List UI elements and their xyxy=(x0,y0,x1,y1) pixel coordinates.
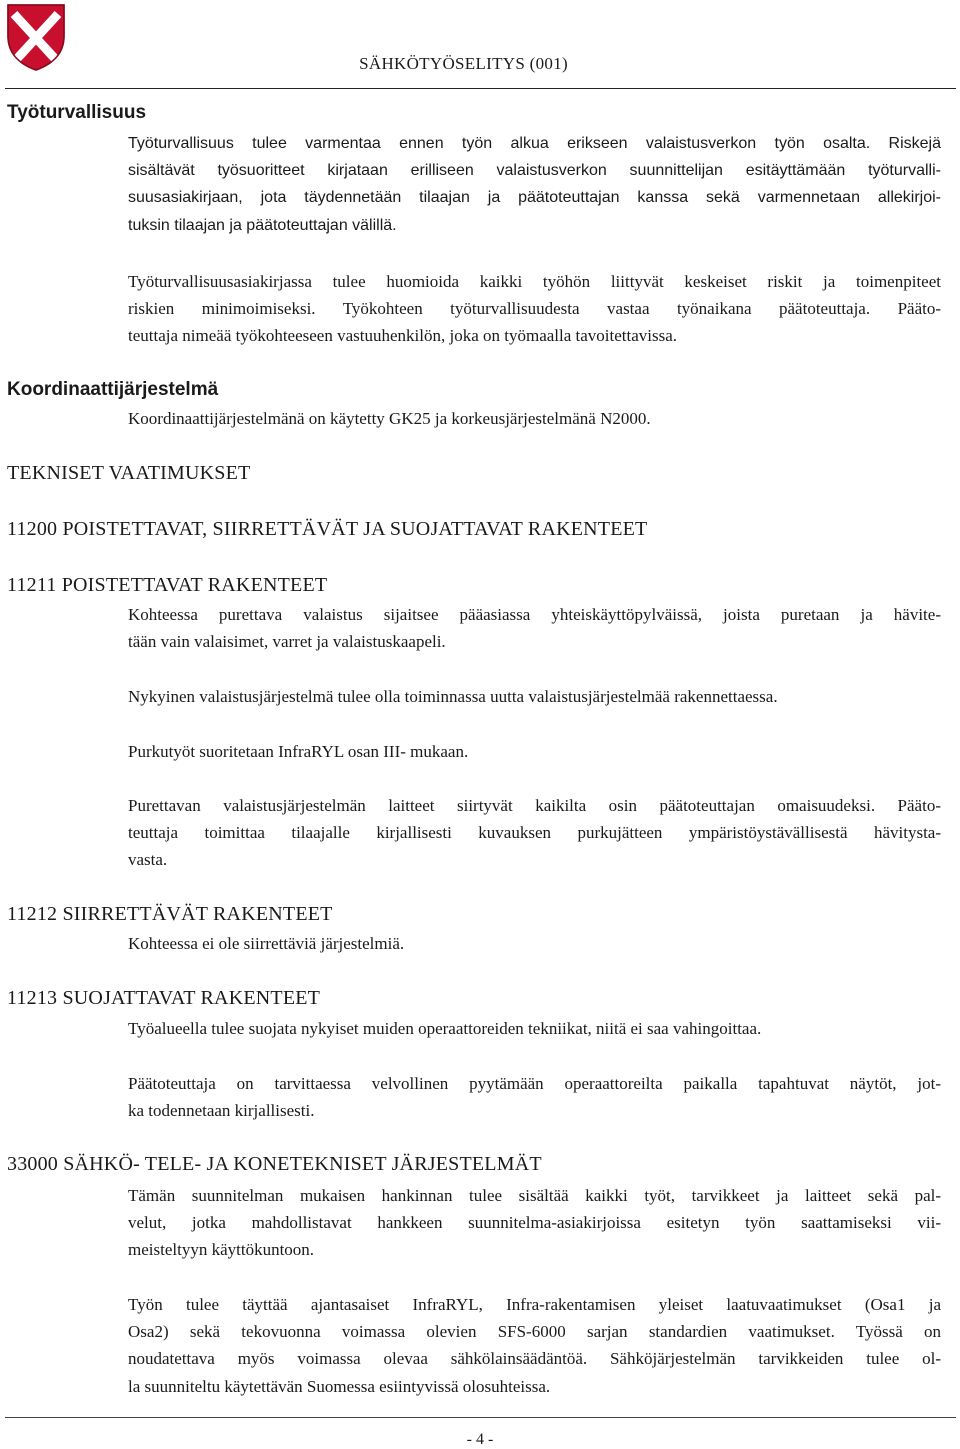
text-line: Nykyinen valaistusjärjestelmä tulee olla toiminnassa uutta valaistusjärjestelmää rakennettaessa. xyxy=(128,687,778,706)
page-number: - 4 - xyxy=(466,1431,494,1448)
text-line: Koordinaattijärjestelmänä on käytetty GK25 ja korkeusjärjestelmänä N2000. xyxy=(128,409,651,428)
coat-of-arms-logo xyxy=(5,2,67,72)
paragraph xyxy=(128,130,941,239)
paragraph xyxy=(128,405,941,432)
paragraph xyxy=(128,1291,941,1400)
section-heading-tyoturvallisuus: Työturvallisuus xyxy=(7,102,147,123)
text-line: teuttaja toimittaa tilaajalle kirjallisesti kuvauksen purkujätteen ympäristöystävällisestä hävitysta- xyxy=(128,823,941,843)
paragraph xyxy=(128,1070,941,1124)
text-line: tään vain valaisimet, varret ja valaistuskaapeli. xyxy=(128,632,446,652)
document-title: SÄHKÖTYÖSELITYS (001) xyxy=(359,54,568,73)
section-heading-koordinaattijarjestelma: Koordinaattijärjestelmä xyxy=(7,379,219,400)
paragraph xyxy=(128,683,941,710)
footer-divider xyxy=(5,1417,956,1418)
text-line: Kohteessa ei ole siirrettäviä järjestelmiä. xyxy=(128,934,405,953)
paragraph xyxy=(128,738,941,765)
paragraph xyxy=(128,268,941,350)
text-line: Purettavan valaistusjärjestelmän laitteet siirtyvät kaikilta osin päätoteuttajan omaisuudeksi. Pääto- xyxy=(128,796,941,815)
text-line: ka todennetaan kirjallisesti. xyxy=(128,1101,315,1121)
text-line: teuttaja nimeää työkohteeseen vastuuhenkilön, joka on työmaalla tavoitettavissa. xyxy=(128,326,678,346)
text-line: suusasiakirjaan, jota täydennetään tilaajan ja päätoteuttajan kanssa sekä varmennetaan allekirjoi- xyxy=(128,189,941,207)
text-line: meisteltyyn käyttökuntoon. xyxy=(128,1240,315,1260)
text-line: Osa2) sekä tekovuonna voimassa olevien SFS-6000 sarjan standardien vaatimukset. Työssä on xyxy=(128,1322,941,1342)
section-heading-11212: 11212 SIIRRETTÄVÄT RAKENTEET xyxy=(7,903,333,925)
text-line: velut, jotka mahdollistavat hankkeen suunnitelma-asiakirjoissa esitetyn työn saattamiseksi vii- xyxy=(128,1213,941,1233)
text-line: Tämän suunnitelman mukaisen hankinnan tulee sisältää kaikki työt, tarvikkeet ja laitteet sekä pal- xyxy=(128,1186,941,1205)
text-line: tuksin tilaajan ja päätoteuttajan välillä. xyxy=(128,216,397,234)
section-heading-tekniset-vaatimukset: TEKNISET VAATIMUKSET xyxy=(7,462,251,484)
section-heading-11200: 11200 POISTETTAVAT, SIIRRETTÄVÄT JA SUOJATTAVAT RAKENTEET xyxy=(7,518,648,540)
paragraph xyxy=(128,1182,941,1264)
paragraph xyxy=(128,601,941,655)
section-heading-11213: 11213 SUOJATTAVAT RAKENTEET xyxy=(7,987,321,1009)
text-line: sisältävät työsuoritteet kirjataan erilliseen valaistusverkon suunnittelijan esitäyttämään työturvalli- xyxy=(128,162,941,180)
section-heading-33000: 33000 SÄHKÖ- TELE- JA KONETEKNISET JÄRJESTELMÄT xyxy=(7,1153,542,1175)
text-line: Työturvallisuusasiakirjassa tulee huomioida kaikki työhön liittyvät keskeiset riskit ja toimenpiteet xyxy=(128,272,941,291)
paragraph xyxy=(128,792,941,874)
text-line: Kohteessa purettava valaistus sijaitsee pääasiassa yhteiskäyttöpylväissä, joista puretaan ja hävite- xyxy=(128,605,941,624)
text-line: Työalueella tulee suojata nykyiset muiden operaattoreiden tekniikat, niitä ei saa vahingoittaa. xyxy=(128,1019,762,1038)
text-line: la suunniteltu käytettävän Suomessa esiintyvissä olosuhteissa. xyxy=(128,1376,551,1396)
text-line: Päätoteuttaja on tarvittaessa velvollinen pyytämään operaattoreilta paikalla tapahtuvat näytöt, jot- xyxy=(128,1074,941,1093)
text-line: vasta. xyxy=(128,850,168,870)
text-line: Työturvallisuus tulee varmentaa ennen työn alkua erikseen valaistusverkon työn osalta. Riskejä xyxy=(128,135,941,152)
text-line: noudatettava myös voimassa olevaa sähkölainsäädäntöä. Sähköjärjestelmän tarvikkeiden tulee ol- xyxy=(128,1349,941,1369)
paragraph xyxy=(128,930,941,957)
text-line: Purkutyöt suoritetaan InfraRYL osan III- mukaan. xyxy=(128,742,469,761)
text-line: riskien minimoimiseksi. Työkohteen työturvallisuudesta vastaa työnaikana päätoteuttaja. Pääto- xyxy=(128,299,941,319)
paragraph xyxy=(128,1015,941,1042)
header-divider xyxy=(5,88,956,89)
text-line: Työn tulee täyttää ajantasaiset InfraRYL, Infra-rakentamisen yleiset laatuvaatimukset (Osa1 ja xyxy=(128,1295,941,1314)
section-heading-11211: 11211 POISTETTAVAT RAKENTEET xyxy=(7,574,328,596)
